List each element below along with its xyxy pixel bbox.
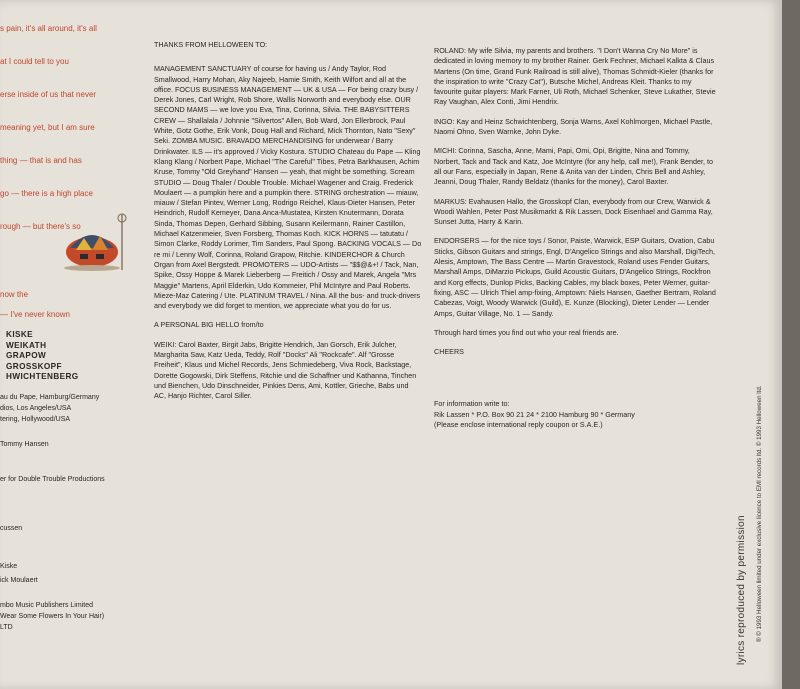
lyrics-permission: lyrics reproduced by permission bbox=[736, 515, 747, 665]
thanks-paragraph: MANAGEMENT SANCTUARY of course for having us / Andy Taylor, Rod Smallwood, Harry Mohan, Aky Najeeb, Hamie Smith, Keith Wilfort and all at the office. FOCUS BUSINESS MANAGEMENT — UK & USA — For being crazy busy / Derek Jones, Carl Wright, Rob Shore, Wallis Norworth and everybody else. OUR SECOND MAMS — we love you Eva, Tina, Corinna, Silvia. THE BABYSITTERS CREW — Shallalala / Johnnie "Silvertos" Allen, Bob Ward, Jon Ellerbrock, Paul White, Gotz Gothe, Erik Vonk, Doug Hall and Richard, Mick Thornton, Nato "Sexy" Seki. ZOMBA MUSIC. BRAVADO MERCHANDISING for underwear / Barry Drinkwater. ILS — it's approved / Vicky Kostura. STUDIO Chateau du Pape — Kling Klang Klang / Norbert Pape, Michael "The Careful" Tibes, Petra Barkhausen, Achim Kruse, Tommy "Old Greyhand" Hansen — yeah, that might be something. Scream STUDIO — Doug Thaler / Double Trouble. Michael Wagener and Craig. Frederick Moulaert — a pumpkin here and a pumpkin there. STRING orchestration — miauw, miauw / Stefan Pintev, Werner Long, Rodrigo Reichel, Klaus-Dieter Hansen, Peter Heindrich, Rudolf Kemeyer, Dana Anca-Mustatea, Kirsten Knutermann, Dorata Sinda, Thomas Depen, Gerhard Sibbing, Susann Keilermann, Rainer Castillon, Michael Katzenmeier, Sven Forsberg, Thomas Koch. KICK HORNS — tatutatu / Simon Clarke, Roddy Lorimer, Tim Sanders, Paul Spong. BACKING VOCALS — Do re mi / Lenny Wolf, Corinna, Roland Grapow, Ritchie. KINDERCHOR & Church Organ from Axel Bergstedt. PROMOTERS — UDO-Artists — "$$@&+! / Tack, Nan, Spike, Ossy Hoppe & Marek Lieberberg — Freitich / Ossy and Marek, Angela "Mrs Maggie" Martens, April Elderkin, Udo Kommeier, Phil McIntyre and Paul Roberts. Mieze-Maz Catering / Ute. PLATINUM TRAVEL / Nina. All the bus- and truck-drivers and everybody we did forget to mention, we appreciate what you do for us. bbox=[154, 64, 422, 311]
lyric-line: erse inside of us that never bbox=[0, 90, 97, 99]
credit-line: ick Moulaert bbox=[0, 576, 38, 584]
lyric-line: now the bbox=[0, 290, 29, 299]
member-name: KISKE bbox=[6, 330, 34, 339]
michi-thanks: MICHI: Corinna, Sascha, Anne, Mami, Papi, Omi, Opi, Brigitte, Nina and Tommy, Norbert, Tack and Tack and Katz, Joe McIntyre (for any help, call me!), Frank Bender, to all our Fans, especially in Japan, Rene & Anita van der Linden, Chris Bell and Ashley, Jeanni, Doug Thaler, Randy Beldatz (thanks for the money), Carol Baxter. bbox=[434, 146, 713, 187]
band-members bbox=[0, 330, 148, 383]
section-heading: A PERSONAL BIG HELLO from/to bbox=[154, 320, 264, 330]
section-heading: THANKS FROM HELLOWEEN TO: bbox=[154, 40, 268, 49]
copyright-notice: ® © 1993 Helloween limited under exclusive licence to EMI records ltd. © 1993 Helloween ltd. bbox=[756, 385, 763, 642]
endorsers-thanks: ENDORSERS — for the nice toys / Sonor, Paiste, Warwick, ESP Guitars, Ovation, Cabu Sticks, Gibson Guitars and strings, Engl, D'Angelico Strings and also Marshall, DigiTech, Alesis, Amptown, The Bass Centre — Martin Gravestock, Roland uses Fender Guitars, Marshall Amps, DiMarzio Pickups, Guild Acoustic Guitars, D'Angelico Strings, Rockfron and Korg effects, Dunlop Picks, Backing Cables, my black boxes, Peter Werner, guitar-fixing, ASC — Ulrich Thiel amp-fixing, Amptown: Niels Hansen, Gaether Bertram, Roland Cabezas, Voigt, Woody Warwick (Guild), E. Kunze (Blocking), Dieter Lender — Lender Amps, Guitar Village, No. 1 — Sandy. bbox=[434, 236, 716, 318]
credit-line: Kiske bbox=[0, 562, 18, 570]
lyric-line: rough — but there's so bbox=[0, 222, 81, 231]
studio-credits bbox=[0, 392, 148, 425]
lyrics-fragment bbox=[0, 24, 148, 320]
left-column bbox=[0, 24, 148, 633]
lyric-line: go — there is a high place bbox=[0, 189, 93, 198]
lyric-line: — I've never known bbox=[0, 310, 71, 319]
lyric-line: s pain, it's all around, it's all bbox=[0, 24, 97, 33]
lyric-line: meaning yet, but I am sure bbox=[0, 123, 95, 132]
studio-line: tering, Hollywood/USA bbox=[0, 415, 71, 423]
pumpkin-illustration bbox=[62, 212, 134, 272]
credit-line: LTD bbox=[0, 623, 13, 631]
studio-line: au du Pape, Hamburg/Germany bbox=[0, 393, 100, 401]
info-address: Rik Lassen * P.O. Box 90 21 24 * 2100 Hamburg 90 * Germany bbox=[434, 409, 635, 419]
info-heading: For information write to: bbox=[434, 399, 510, 409]
studio-line: dios, Los Angeles/USA bbox=[0, 404, 72, 412]
member-name: GROSSKOPF bbox=[6, 361, 62, 371]
thanks-column bbox=[154, 40, 422, 411]
credit-line: er for Double Trouble Productions bbox=[0, 475, 105, 483]
member-name: GRAPOW bbox=[6, 351, 47, 361]
hello-paragraph: WEIKI: Carol Baxter, Birgit Jabs, Brigitte Hendrich, Jan Gorsch, Erik Julcher, Margharita Saw, Katz Ueda, Teddy, Rolf "Docks" Ali "Rockcafe". Alf "Grosse Freiheit", Klaus und Michel Records, Jens Schmiedeberg, Viva Rock, Backstage, Dorette Gogowski, Dirk Steffens, Ritchie und die Schaffner und Kathanna, Tinchen und Bienchen, Udo Dinschneider, Pinkies Dens, Ami, Kottler, Grieche, Babs und AC, Hanjo Richter, Carol Siller. bbox=[154, 339, 417, 401]
credit-line: Tommy Hansen bbox=[0, 440, 49, 448]
closing-line: Through hard times you find out who your real friends are. bbox=[434, 327, 619, 337]
member-name: HWICHTENBERG bbox=[6, 372, 79, 382]
page-edge bbox=[782, 0, 800, 689]
roland-thanks: ROLAND: My wife Silvia, my parents and brothers. "I Don't Wanna Cry No More" is dedicated in loving memory to my brother Rainer. Gerk Fechner, Michael Kalkta & Claus Martens (On time, Grand Funk Railroad is still alive), Thomas Schmidt-Kieler (thanks for the inspiration to write "Crazy Cat"), Butsche Michel, Andreas Kleit. Thanks to my favourite guitar players: Mark Farner, Uli Roth, Michael Schenker, Steve Lukather, Stevie Ray Vaughan, Alex Conti, Jimi Hendrix. bbox=[434, 46, 716, 107]
ingo-thanks: INGO: Kay and Heinz Schwichtenberg, Sonja Warns, Axel Kohlmorgen, Michael Pastle, Naomi Ohno, Sven Warnke, John Dyke. bbox=[434, 116, 713, 137]
lyric-line: thing — that is and has bbox=[0, 156, 82, 165]
markus-thanks: MARKUS: Evahausen Hallo, the Grosskopf Clan, everybody from our Crew, Warwick & Woodi Wahlen, Peter Post Musikmarkt & Rik Lassen, Dock Eisenhael and Gamma Ray, Sunset Jutta, Harry & Karin. bbox=[434, 196, 713, 227]
credit-line: cussen bbox=[0, 524, 23, 532]
credit-line: Wear Some Flowers In Your Hair) bbox=[0, 612, 105, 620]
info-note: (Please enclose international reply coupon or S.A.E.) bbox=[434, 420, 603, 430]
lyric-line: at I could tell to you bbox=[0, 57, 69, 66]
credit-line: mbo Music Publishers Limited bbox=[0, 601, 93, 609]
cheers: CHEERS bbox=[434, 347, 464, 357]
member-name: WEIKATH bbox=[6, 340, 47, 350]
personal-thanks-column bbox=[434, 46, 716, 439]
